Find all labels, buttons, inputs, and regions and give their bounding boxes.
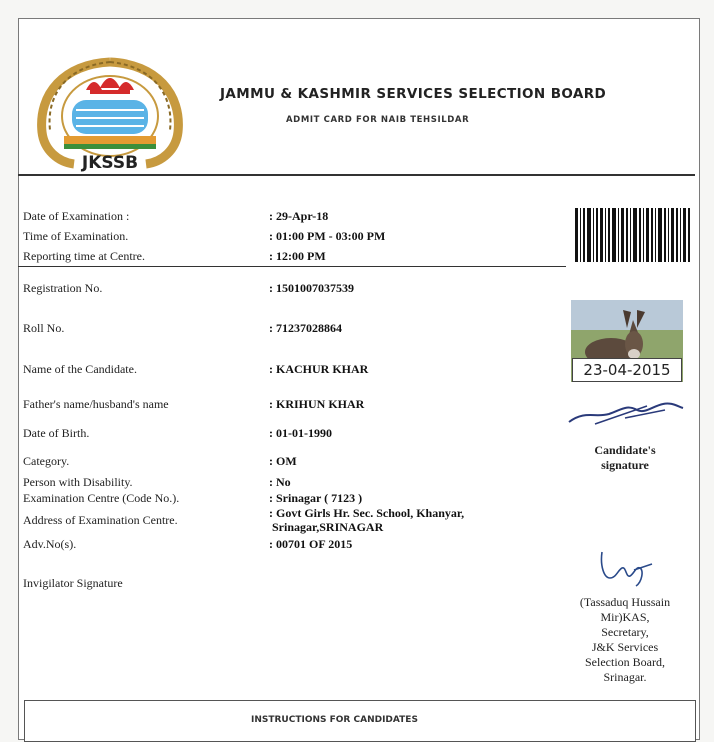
secretary-line6: Srinagar. bbox=[603, 670, 647, 684]
admit-card-title: ADMIT CARD FOR NAIB TEHSILDAR bbox=[286, 115, 470, 125]
reporting-time-value: : 12:00 PM bbox=[269, 249, 326, 263]
secretary-block bbox=[562, 595, 688, 685]
candidate-name-label: Name of the Candidate. bbox=[23, 362, 137, 376]
candidate-name-value: : KACHUR KHAR bbox=[269, 362, 369, 376]
photo-date-stamp: 23-04-2015 bbox=[572, 358, 682, 382]
secretary-line3: Secretary, bbox=[601, 625, 649, 639]
board-title: JAMMU & KASHMIR SERVICES SELECTION BOARD bbox=[220, 86, 607, 102]
exam-date-value: : 29-Apr-18 bbox=[269, 209, 329, 223]
centre-address-value-line2: Srinagar,SRINAGAR bbox=[272, 520, 384, 534]
secretary-line4: J&K Services bbox=[591, 640, 659, 654]
exam-centre-value: : Srinagar ( 7123 ) bbox=[269, 491, 363, 505]
adv-no-label: Adv.No(s). bbox=[23, 537, 77, 551]
instructions-title: INSTRUCTIONS FOR CANDIDATES bbox=[251, 715, 418, 725]
father-name-value: : KRIHUN KHAR bbox=[269, 397, 365, 411]
dob-value: : 01-01-1990 bbox=[269, 426, 332, 440]
candidate-signature-label-line2: signature bbox=[601, 458, 649, 472]
roll-no-label: Roll No. bbox=[23, 321, 65, 335]
candidate-signature-label bbox=[565, 443, 685, 473]
instructions-box bbox=[24, 700, 696, 742]
category-value: : OM bbox=[269, 454, 297, 468]
exam-time-value: : 01:00 PM - 03:00 PM bbox=[269, 229, 386, 243]
secretary-signature bbox=[596, 548, 656, 590]
exam-centre-label: Examination Centre (Code No.). bbox=[23, 491, 180, 505]
centre-address-value: : Govt Girls Hr. Sec. School, Khanyar, bbox=[269, 506, 465, 520]
logo-text: JKSSB bbox=[81, 153, 139, 172]
exam-time-label: Time of Examination. bbox=[23, 229, 129, 243]
father-name-label: Father's name/husband's name bbox=[23, 397, 169, 411]
disability-value: : No bbox=[269, 475, 291, 489]
disability-label: Person with Disability. bbox=[23, 475, 133, 489]
registration-value: : 1501007037539 bbox=[269, 281, 354, 295]
secretary-line5: Selection Board, bbox=[585, 655, 665, 669]
secretary-line2: Mir)KAS, bbox=[600, 610, 650, 624]
category-label: Category. bbox=[23, 454, 70, 468]
exam-date-label: Date of Examination : bbox=[23, 209, 130, 223]
centre-address-label: Address of Examination Centre. bbox=[23, 513, 178, 527]
header-divider bbox=[18, 174, 695, 176]
adv-no-value: : 00701 OF 2015 bbox=[269, 537, 353, 551]
schedule-divider bbox=[18, 266, 566, 267]
jkssb-logo bbox=[24, 54, 196, 172]
invigilator-signature-label: Invigilator Signature bbox=[23, 576, 123, 590]
dob-label: Date of Birth. bbox=[23, 426, 90, 440]
candidate-signature bbox=[565, 396, 685, 430]
registration-label: Registration No. bbox=[23, 281, 103, 295]
secretary-line1: (Tassaduq Hussain bbox=[579, 595, 671, 609]
reporting-time-label: Reporting time at Centre. bbox=[23, 249, 145, 263]
roll-no-value: : 71237028864 bbox=[269, 321, 342, 335]
barcode bbox=[573, 208, 691, 262]
candidate-signature-label-line1: Candidate's bbox=[594, 443, 656, 457]
